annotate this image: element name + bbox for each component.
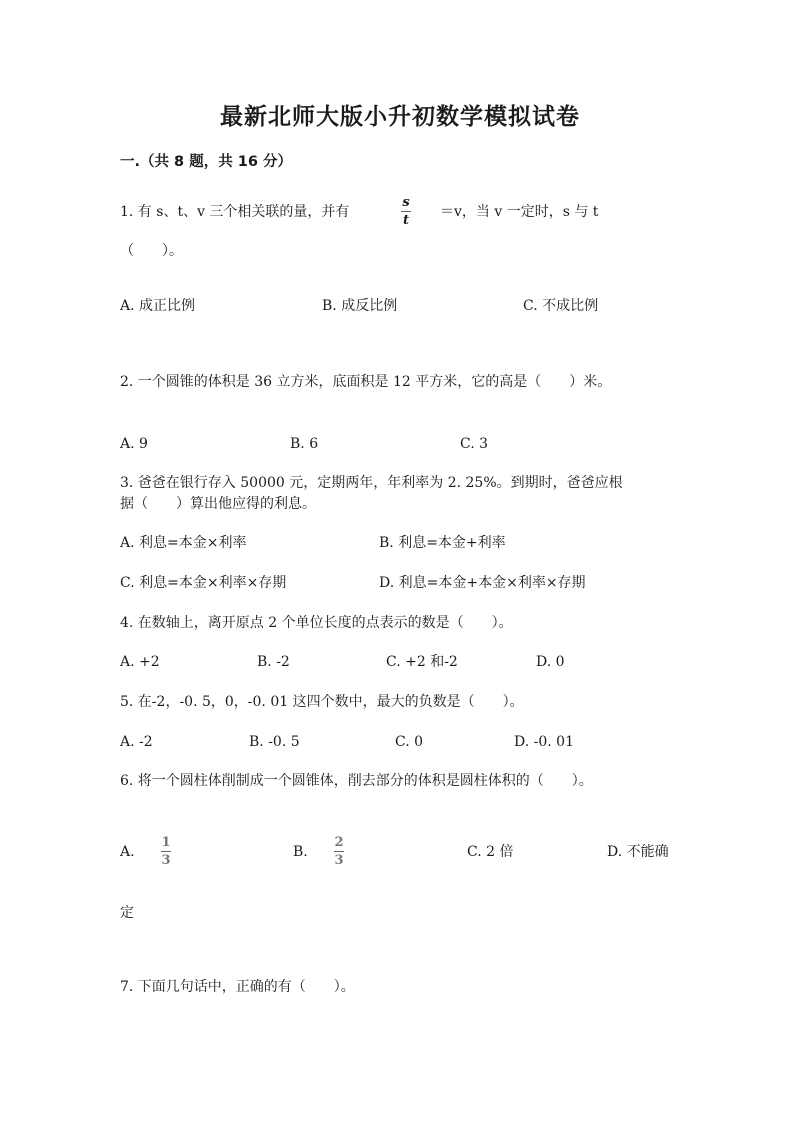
question-3-text-line1: 3. 爸爸在银行存入 50000 元，定期两年，年利率为 2. 25%。到期时，爸爸应根 [120, 475, 623, 491]
option-d[interactable]: D. 利息=本金+本金×利率×存期 [379, 575, 586, 591]
question-1-fraction [401, 195, 411, 228]
option-d-wrap[interactable]: 定 [120, 905, 134, 921]
section-heading: 一.（共 8 题，共 16 分） [120, 154, 292, 170]
option-a[interactable]: A. -2 [120, 734, 153, 750]
fraction-denominator: 3 [334, 853, 344, 868]
option-d[interactable]: D. 0 [536, 654, 565, 670]
option-b[interactable]: B. 成反比例 [322, 298, 398, 314]
option-c[interactable]: C. +2 和-2 [386, 654, 458, 670]
question-6-text: 6. 将一个圆柱体削制成一个圆锥体，削去部分的体积是圆柱体积的（ ）。 [120, 773, 593, 789]
option-c[interactable]: C. 3 [460, 436, 489, 452]
option-b[interactable]: B. 利息=本金+利率 [379, 535, 506, 551]
option-a[interactable]: A. 成正比例 [120, 298, 196, 314]
question-4-text: 4. 在数轴上，离开原点 2 个单位长度的点表示的数是（ ）。 [120, 615, 513, 631]
fraction-denominator: t [402, 213, 409, 228]
fraction-bar [334, 851, 344, 852]
fraction-bar [401, 211, 411, 212]
option-b-fraction[interactable] [334, 835, 344, 868]
question-5-text: 5. 在-2，-0. 5，0，-0. 01 这四个数中，最大的负数是（ ）。 [120, 694, 524, 710]
option-a-fraction[interactable] [161, 835, 171, 868]
fraction-numerator: s [402, 195, 410, 210]
fraction-bar [161, 851, 171, 852]
option-b[interactable]: B. -2 [257, 654, 290, 670]
option-c[interactable]: C. 不成比例 [523, 298, 599, 314]
option-d[interactable]: D. 不能确 [607, 844, 669, 860]
fraction-numerator: 2 [334, 835, 344, 850]
fraction-denominator: 3 [161, 853, 171, 868]
option-c[interactable]: C. 0 [395, 734, 424, 750]
option-c[interactable]: C. 2 倍 [467, 844, 514, 860]
question-1-text-c: （ ）。 [120, 243, 183, 259]
option-b[interactable]: B. 6 [290, 436, 319, 452]
page-title: 最新北师大版小升初数学模拟试卷 [220, 104, 580, 130]
question-2-text: 2. 一个圆锥的体积是 36 立方米，底面积是 12 平方米，它的高是（ ）米。 [120, 374, 612, 390]
option-a[interactable]: A. +2 [120, 654, 160, 670]
option-b-label[interactable]: B. [293, 844, 308, 860]
option-a[interactable]: A. 利息=本金×利率 [120, 535, 247, 551]
question-7-text: 7. 下面几句话中，正确的有（ ）。 [120, 979, 355, 995]
option-d[interactable]: D. -0. 01 [514, 734, 574, 750]
option-b[interactable]: B. -0. 5 [249, 734, 300, 750]
fraction-numerator: 1 [161, 835, 171, 850]
option-a[interactable]: A. 9 [120, 436, 148, 452]
question-1-text-b: ＝v，当 v 一定时，s 与 t [440, 204, 599, 220]
question-3-text-line2: 据（ ）算出他应得的利息。 [120, 496, 316, 512]
question-1-text-a: 1. 有 s、t、v 三个相关联的量，并有 [120, 204, 350, 220]
option-a-label[interactable]: A. [120, 844, 135, 860]
option-c[interactable]: C. 利息=本金×利率×存期 [120, 575, 287, 591]
